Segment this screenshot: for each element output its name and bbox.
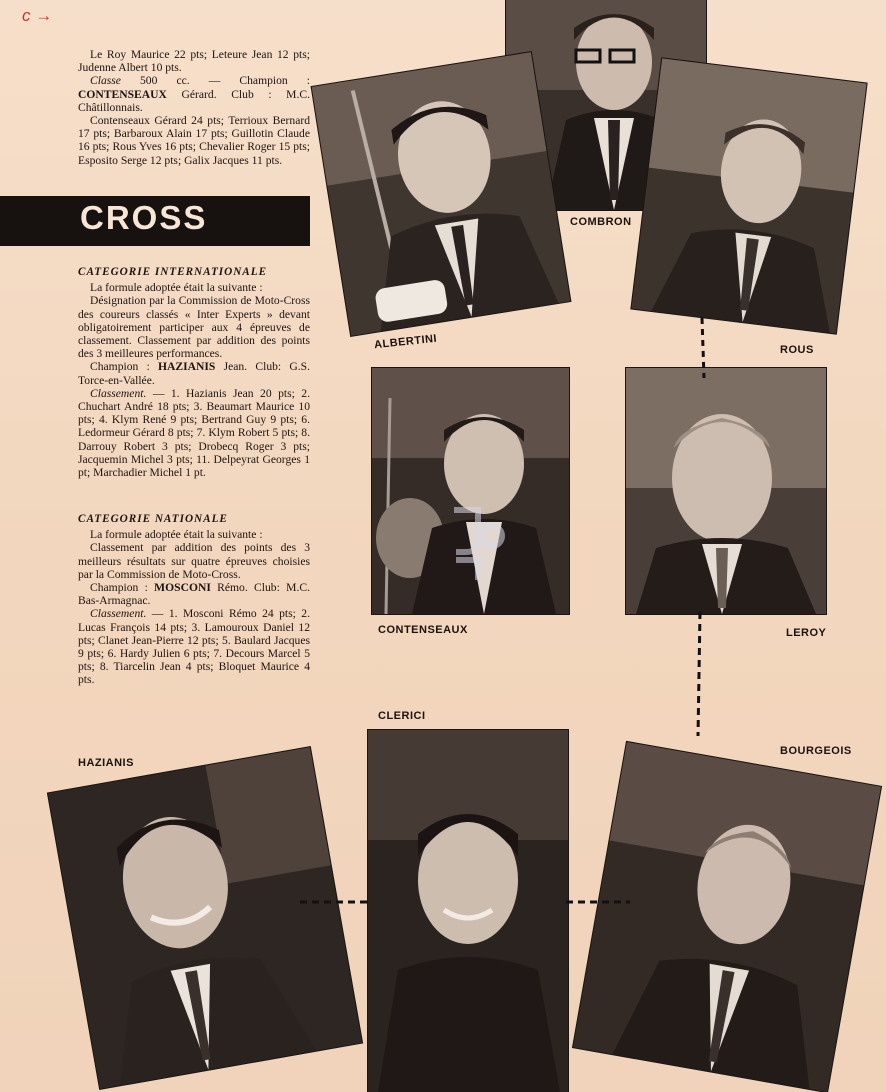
connector-rous-leroy [690,318,710,378]
photo-hazianis [48,747,362,1089]
internationale-heading: CATEGORIE INTERNATIONALE [78,266,268,278]
watermark-logo [448,500,506,586]
caption-clerici: CLERICI [378,710,426,722]
photo-bourgeois [573,742,881,1092]
caption-rous: ROUS [780,344,814,356]
intro-paragraph-1: Le Roy Maurice 22 pts; Leteure Jean 12 pts; Judenne Albert 10 pts. [78,48,310,75]
nationale-paragraph-1: La formule adoptée était la suivante : [90,528,263,542]
section-title: CROSS [80,199,208,236]
internationale-text [78,266,310,479]
caption-contenseaux: CONTENSEAUX [378,624,468,636]
connector-clerici-bourgeois [566,895,630,909]
connector-leroy-bourgeois [690,612,710,736]
internationale-champion: Champion : HAZIANIS Jean. Club: G.S. Torce-en-Vallée. [78,360,310,387]
nationale-paragraph-2: Classement par addition des points des 3 meilleurs résultats sur quatre épreuves choisies par la Commission de Moto-Cross. [78,541,310,581]
photo-albertini [312,52,571,336]
connector-hazianis-clerici [300,895,370,909]
section-banner [0,196,310,246]
caption-hazianis: HAZIANIS [78,757,134,769]
photo-clerici [368,730,568,1092]
intro-paragraph-2: Classe 500 cc. — Champion : CONTENSEAUX Gérard. Club : M.C. Châtillonnais. [78,74,310,114]
intro-paragraph-3: Contenseaux Gérard 24 pts; Terrioux Bernard 17 pts; Barbaroux Alain 17 pts; Guillotin Claude 16 pts; Rous Yves 16 pts; Chevalier Roger 15 pts; Esposito Serge 12 pts; Galix Jacques 11 pts. [78,114,310,167]
internationale-paragraph-2: Désignation par la Commission de Moto-Cross des coureurs classés « Inter Experts » devant obligatoirement participer aux 4 épreuves de classement. Classement par addition des points des 3 meilleures performances. [78,294,310,361]
photo-leroy [626,368,826,614]
internationale-classement: Classement. — 1. Hazianis Jean 20 pts; 2. Chuchart André 18 pts; 3. Beaumart Maurice 10 pts; 4. Klym René 9 pts; Bertrand Guy 9 pts; 6. Ledormeur Gérard 8 pts; 7. Klym Robert 5 pts; 8. Darrouy Robert 3 pts; Drobecq Roger 3 pts; Jacquemin Michel 3 pts; 11. Delpeyrat Georges 1 pt; Marchadier Michel 1 pt. [78,386,310,480]
caption-albertini: ALBERTINI [373,332,438,352]
caption-bourgeois: BOURGEOIS [780,745,852,757]
caption-combron: COMBRON [570,216,632,228]
intro-text [78,48,310,167]
caption-leroy: LEROY [786,627,827,639]
handwritten-note: c → [22,6,53,25]
nationale-heading: CATEGORIE NATIONALE [78,513,228,525]
internationale-paragraph-1: La formule adoptée était la suivante : [90,281,263,295]
photo-rous [631,58,866,333]
nationale-text [78,513,310,687]
nationale-classement: Classement. — 1. Mosconi Rémo 24 pts; 2. Lucas François 14 pts; 3. Lamouroux Daniel 12 pts; Clanet Jean-Pierre 12 pts; 5. Baulard Jacques 9 pts; 6. Hardy Julien 6 pts; 7. Decours Marcel 5 pts; 8. Tiarcelin Jean 4 pts; Bloquet Maurice 4 pts. [78,607,310,687]
nationale-champion: Champion : MOSCONI Rémo. Club: M.C. Bas-Armagnac. [78,581,310,608]
